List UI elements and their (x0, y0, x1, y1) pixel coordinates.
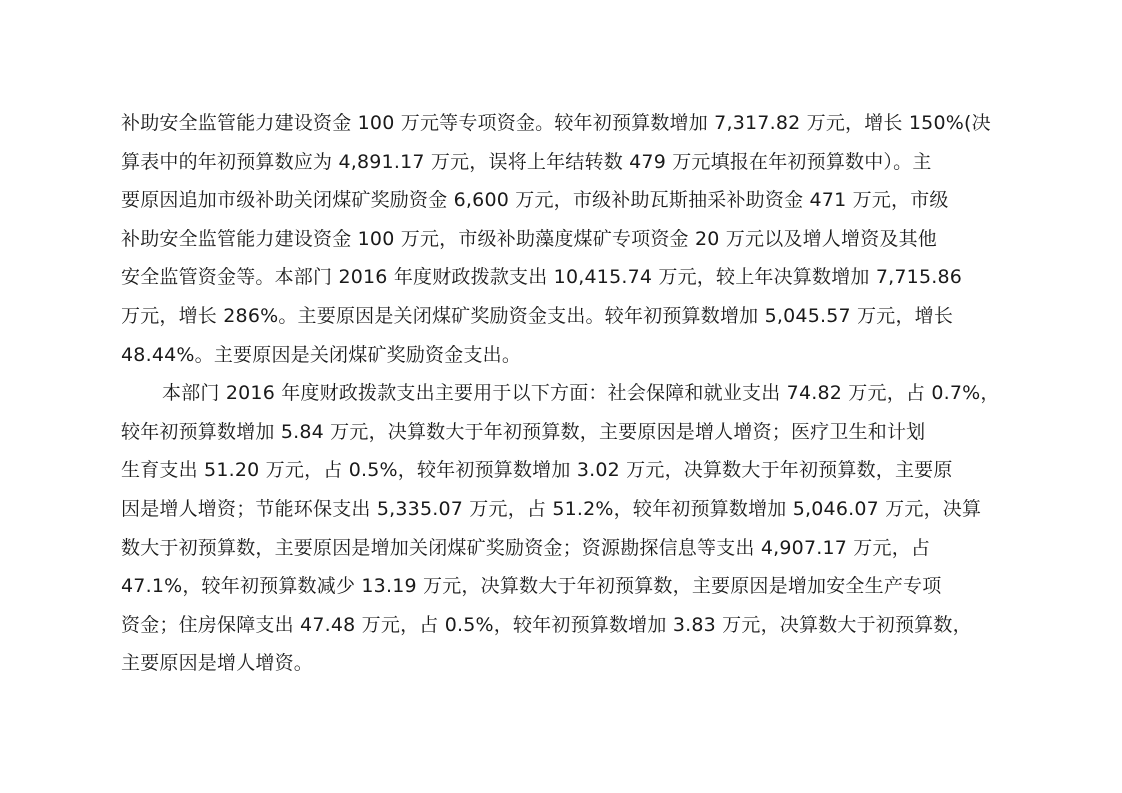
paragraph-expenditure-summary (121, 104, 1011, 374)
text-line: 万元，增长 286%。主要原因是关闭煤矿奖励资金支出。较年初预算数增加 5,045.57 万元，增长 (121, 304, 954, 327)
text-line: 因是增人增资；节能环保支出 5,335.07 万元，占 51.2%，较年初预算数增加 5,046.07 万元，决算 (121, 497, 982, 520)
text-line: 安全监管资金等。本部门 2016 年度财政拨款支出 10,415.74 万元，较上年决算数增加 7,715.86 (121, 266, 963, 289)
text-line: 主要原因是增人增资。 (121, 652, 314, 675)
text-line: 补助安全监管能力建设资金 100 万元，市级补助藻度煤矿专项资金 20 万元以及增人增资及其他 (121, 227, 938, 250)
text-line: 资金；住房保障支出 47.48 万元，占 0.5%，较年初预算数增加 3.83 万元，决算数大于初预算数， (121, 613, 972, 636)
text-line: 算表中的年初预算数应为 4,891.17 万元，误将上年结转数 479 万元填报在年初预算数中）。主 (121, 150, 932, 173)
text-line: 47.1%，较年初预算数减少 13.19 万元，决算数大于年初预算数，主要原因是增加安全生产专项 (121, 575, 942, 598)
body-text (121, 104, 1011, 683)
text-line: 数大于初预算数，主要原因是增加关闭煤矿奖励资金；资源勘探信息等支出 4,907.17 万元，占 (121, 536, 931, 559)
text-line: 48.44%。主要原因是关闭煤矿奖励资金支出。 (121, 343, 522, 366)
text-line: 本部门 2016 年度财政拨款支出主要用于以下方面：社会保障和就业支出 74.82 万元，占 0.7%， (162, 382, 1000, 405)
text-line: 较年初预算数增加 5.84 万元，决算数大于年初预算数，主要原因是增人增资；医疗卫生和计划 (121, 420, 926, 443)
paragraph-expenditure-breakdown (121, 374, 1011, 683)
text-line: 补助安全监管能力建设资金 100 万元等专项资金。较年初预算数增加 7,317.82 万元，增长 150%(决 (121, 112, 991, 134)
text-line: 生育支出 51.20 万元，占 0.5%，较年初预算数增加 3.02 万元，决算数大于年初预算数，主要原 (121, 459, 953, 482)
text-line: 要原因追加市级补助关闭煤矿奖励资金 6,600 万元，市级补助瓦斯抽采补助资金 471 万元，市级 (121, 189, 949, 212)
